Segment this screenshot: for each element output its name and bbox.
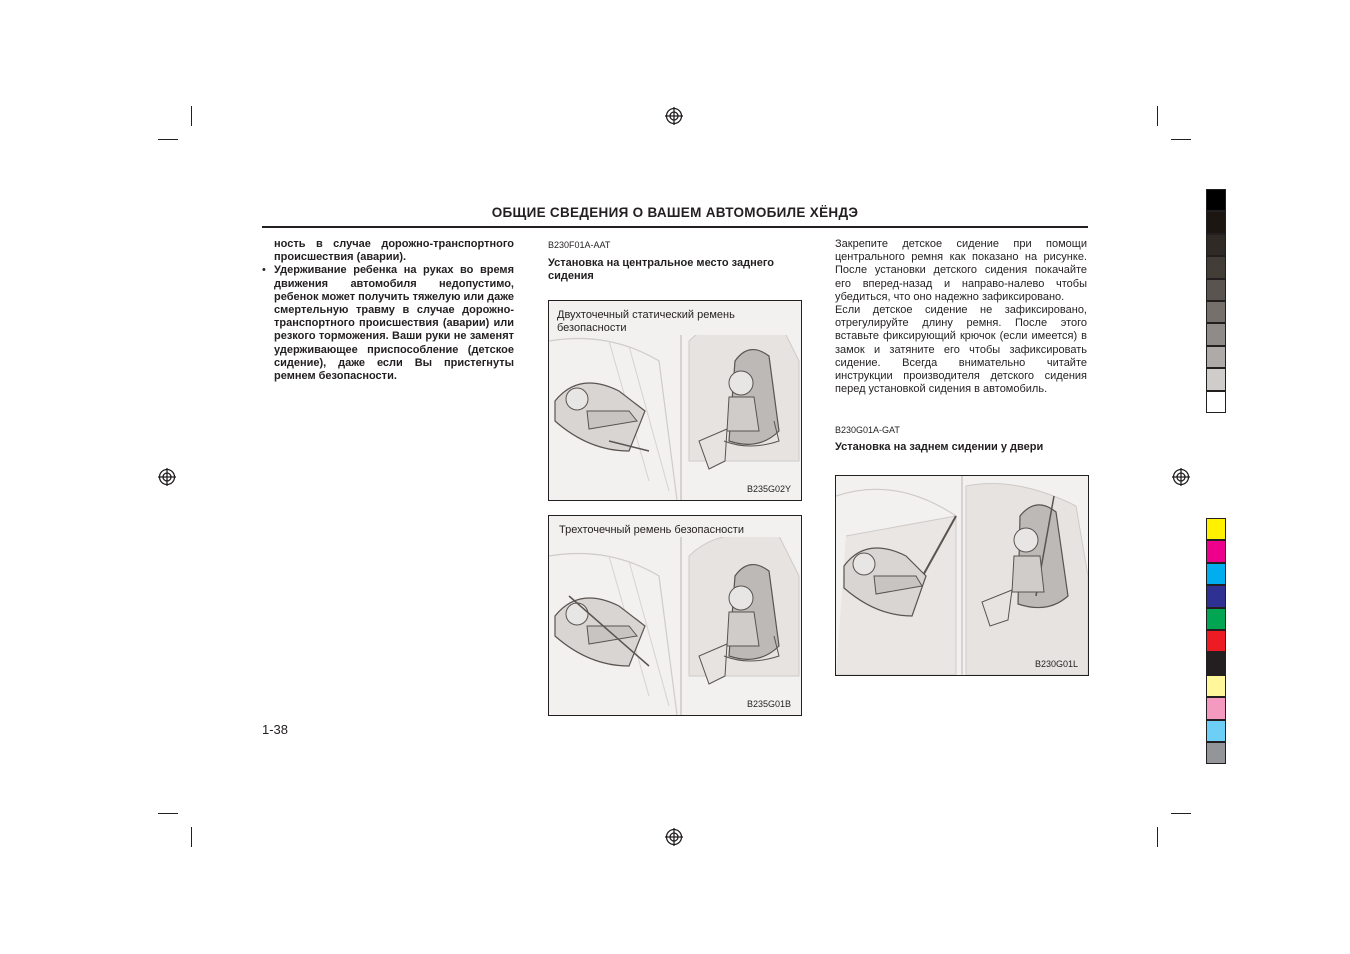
crop-mark — [1171, 813, 1191, 814]
figure-code: B235G02Y — [746, 484, 791, 494]
section-code: B230G01A-GAT — [835, 425, 900, 435]
figure-code: B230G01L — [1034, 659, 1078, 669]
process-swatch — [1206, 720, 1226, 742]
process-swatch — [1206, 697, 1226, 719]
process-swatch — [1206, 652, 1226, 674]
gray-swatch — [1206, 391, 1226, 413]
child-seat-illustration — [549, 516, 801, 715]
gray-swatch — [1206, 234, 1226, 256]
figure-two-point-belt — [548, 300, 802, 501]
page-title: ОБЩИЕ СВЕДЕНИЯ О ВАШЕМ АВТОМОБИЛЕ ХЁНДЭ — [491, 205, 859, 220]
process-swatch — [1206, 563, 1226, 585]
process-swatch — [1206, 608, 1226, 630]
section-heading: Установка на заднем сидении у двери — [835, 441, 1044, 453]
registration-mark-icon — [158, 468, 176, 486]
crop-mark — [191, 827, 192, 847]
section-heading: Установка на центральное место заднего сидения — [548, 257, 775, 282]
process-swatch — [1206, 585, 1226, 607]
process-swatch — [1206, 630, 1226, 652]
process-swatch — [1206, 742, 1226, 764]
figure-three-point-belt — [548, 515, 802, 716]
process-swatch — [1206, 518, 1226, 540]
paragraph: Если детское сидение не зафиксировано, отрегулируйте длину ремня. После этого вставьте фиксирующий крючок (если имеется) в замок и затяните его чтобы зафиксировать сидение. Всегда внимательно читайте инструкции производителя детского сидения перед установкой сидения в автомобиль. — [835, 304, 1087, 396]
page-number: 1-38 — [262, 722, 289, 737]
crop-mark — [1171, 139, 1191, 140]
process-swatch — [1206, 540, 1226, 562]
continuation-text: ность в случае дорожно-транспортного происшествия (аварии). — [274, 238, 514, 264]
list-item — [262, 264, 514, 383]
gray-swatch — [1206, 256, 1226, 278]
child-seat-illustration — [836, 476, 1088, 675]
gray-swatch — [1206, 189, 1226, 211]
header-rule — [262, 226, 1088, 228]
warning-column — [262, 238, 514, 383]
crop-mark — [158, 139, 178, 140]
gray-swatch — [1206, 323, 1226, 345]
process-swatch — [1206, 675, 1226, 697]
bullet-text: Удерживание ребенка на руках во время движения автомобиля недопустимо, ребенок может получить тяжелую или даже смертельную травму в случае дорожно-транспортного происшествия (аварии) или резкого торможения. Ваши руки не заменят удерживающее приспособление (детское сидение), даже если Вы пристегнуты ремнем безопасности. — [274, 264, 514, 383]
gray-swatch — [1206, 346, 1226, 368]
gray-swatch — [1206, 368, 1226, 390]
gray-swatch — [1206, 279, 1226, 301]
figure-code: B235G01B — [746, 699, 791, 709]
bullet-icon: • — [262, 264, 266, 277]
gray-swatch — [1206, 211, 1226, 233]
gray-swatch — [1206, 301, 1226, 323]
crop-mark — [191, 106, 192, 126]
registration-mark-icon — [665, 828, 683, 846]
figure-caption: Двухточечный статический ремень безопасности — [557, 309, 791, 335]
registration-mark-icon — [1172, 468, 1190, 486]
instructions-text — [835, 238, 1087, 396]
registration-mark-icon — [665, 107, 683, 125]
figure-caption: Трехточечный ремень безопасности — [559, 524, 791, 537]
crop-mark — [1157, 106, 1158, 126]
crop-mark — [158, 813, 178, 814]
section-code: B230F01A-AAT — [548, 240, 611, 250]
crop-mark — [1157, 827, 1158, 847]
figure-rear-door-seat — [835, 475, 1089, 676]
paragraph: Закрепите детское сидение при помощи центрального ремня как показано на рисунке. После установки детского сидения покачайте его вперед-назад и направо-налево чтобы убедиться, что оно надежно зафиксировано. — [835, 238, 1087, 303]
